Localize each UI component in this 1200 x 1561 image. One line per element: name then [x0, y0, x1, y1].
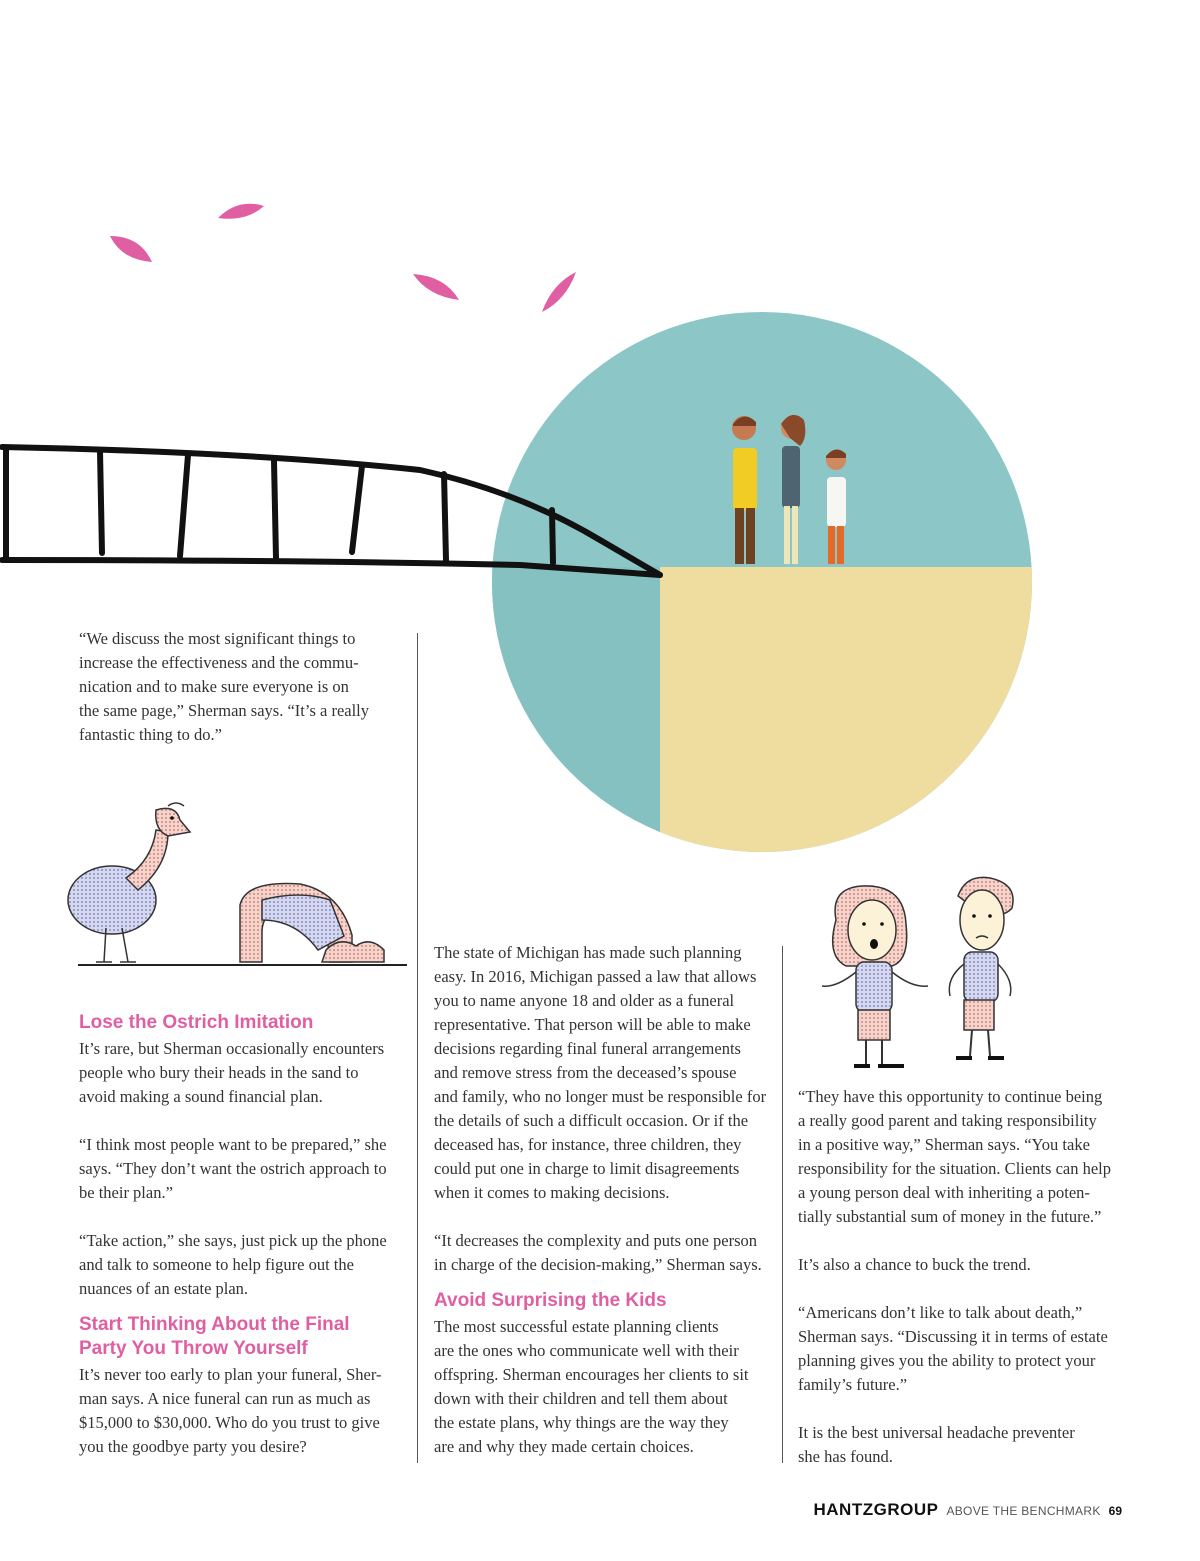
petal-icons	[110, 204, 686, 375]
family-on-cliff-illustration	[480, 300, 1050, 870]
paragraph: “Americans don’t like to talk about death,” Sherman says. “Discussing it in terms of estate planning gives you the ability to protect your family’s future.”	[798, 1303, 1108, 1394]
page-footer	[814, 1500, 1123, 1524]
heading-avoid-surprising-the-kids: Avoid Surprising the Kids	[434, 1290, 667, 1311]
paragraph: It’s rare, but Sherman occasionally encounters people who bury their heads in the sand to avoid making a sound financial plan.	[79, 1039, 385, 1106]
paragraph: The state of Michigan has made such planning easy. In 2016, Michigan passed a law that allows you to name anyone 18 and older as a funeral representative. That person will be able to make decisions regarding final funeral arrangements and remove stress from the deceased’s spouse and family, who no longer must be responsible for the details of such a difficult occasion. Or if the deceased has, for instance, three children, they could put one in charge to limit disagreements when it comes to making decisions.	[434, 943, 767, 1202]
paragraph: It’s also a chance to buck the trend.	[798, 1255, 1031, 1274]
sherman-quote: “We discuss the most significant things to increase the effectiveness and the commu- nication and to make sure everyone is on the same page,” Sherman says. “It’s a really fantastic thing to do.”	[79, 629, 370, 744]
paragraph: “Take action,” she says, just pick up the phone and talk to someone to help figure out the nuances of an estate plan.	[79, 1231, 387, 1298]
magazine-tagline: ABOVE THE BENCHMARK	[946, 1504, 1101, 1518]
column-rule-right	[782, 946, 783, 1463]
left-column-body	[79, 1011, 411, 1459]
petal-icon	[110, 236, 152, 262]
middle-column-body	[434, 941, 774, 1459]
heading-lose-the-ostrich: Lose the Ostrich Imitation	[79, 1012, 314, 1033]
petal-icon	[413, 274, 459, 300]
page-number: 69	[1108, 1504, 1122, 1518]
right-column-body	[798, 1085, 1143, 1469]
paragraph: The most successful estate planning clients are the ones who communicate well with their offspring. Sherman encourages her clients to sit down with their children and tell them about the estate plans, why things are the way they are and why they made certain choices.	[434, 1317, 749, 1456]
brand-logo: HANTZGROUP	[813, 1500, 939, 1519]
paragraph: It is the best universal headache preventer she has found.	[798, 1423, 1075, 1466]
paragraph: “I think most people want to be prepared,” she says. “They don’t want the ostrich approach to be their plan.”	[79, 1135, 387, 1202]
paragraph: “They have this opportunity to continue being a really good parent and taking responsibility in a positive way,” Sherman says. “You take responsibility for the situation. Clients can help a young person deal with inheriting a poten- tially substantial sum of money in the future.”	[798, 1087, 1111, 1226]
paragraph: It’s never too early to plan your funeral, Sher- man says. A nice funeral can run as much as $15,000 to $30,000. Who do you trust to give you the goodbye party you desire?	[79, 1365, 382, 1456]
petal-icon	[218, 204, 264, 219]
left-column-quote	[79, 627, 411, 747]
petal-icon	[542, 272, 576, 312]
paragraph: “It decreases the complexity and puts one person in charge of the decision-making,” Sherman says.	[434, 1231, 762, 1274]
ostrich-illustration	[68, 803, 407, 965]
column-rule-left	[417, 633, 418, 1463]
shrugging-kids-illustration	[822, 877, 1013, 1066]
heading-start-thinking-final-party: Start Thinking About the Final Party You Throw Yourself	[79, 1314, 350, 1359]
